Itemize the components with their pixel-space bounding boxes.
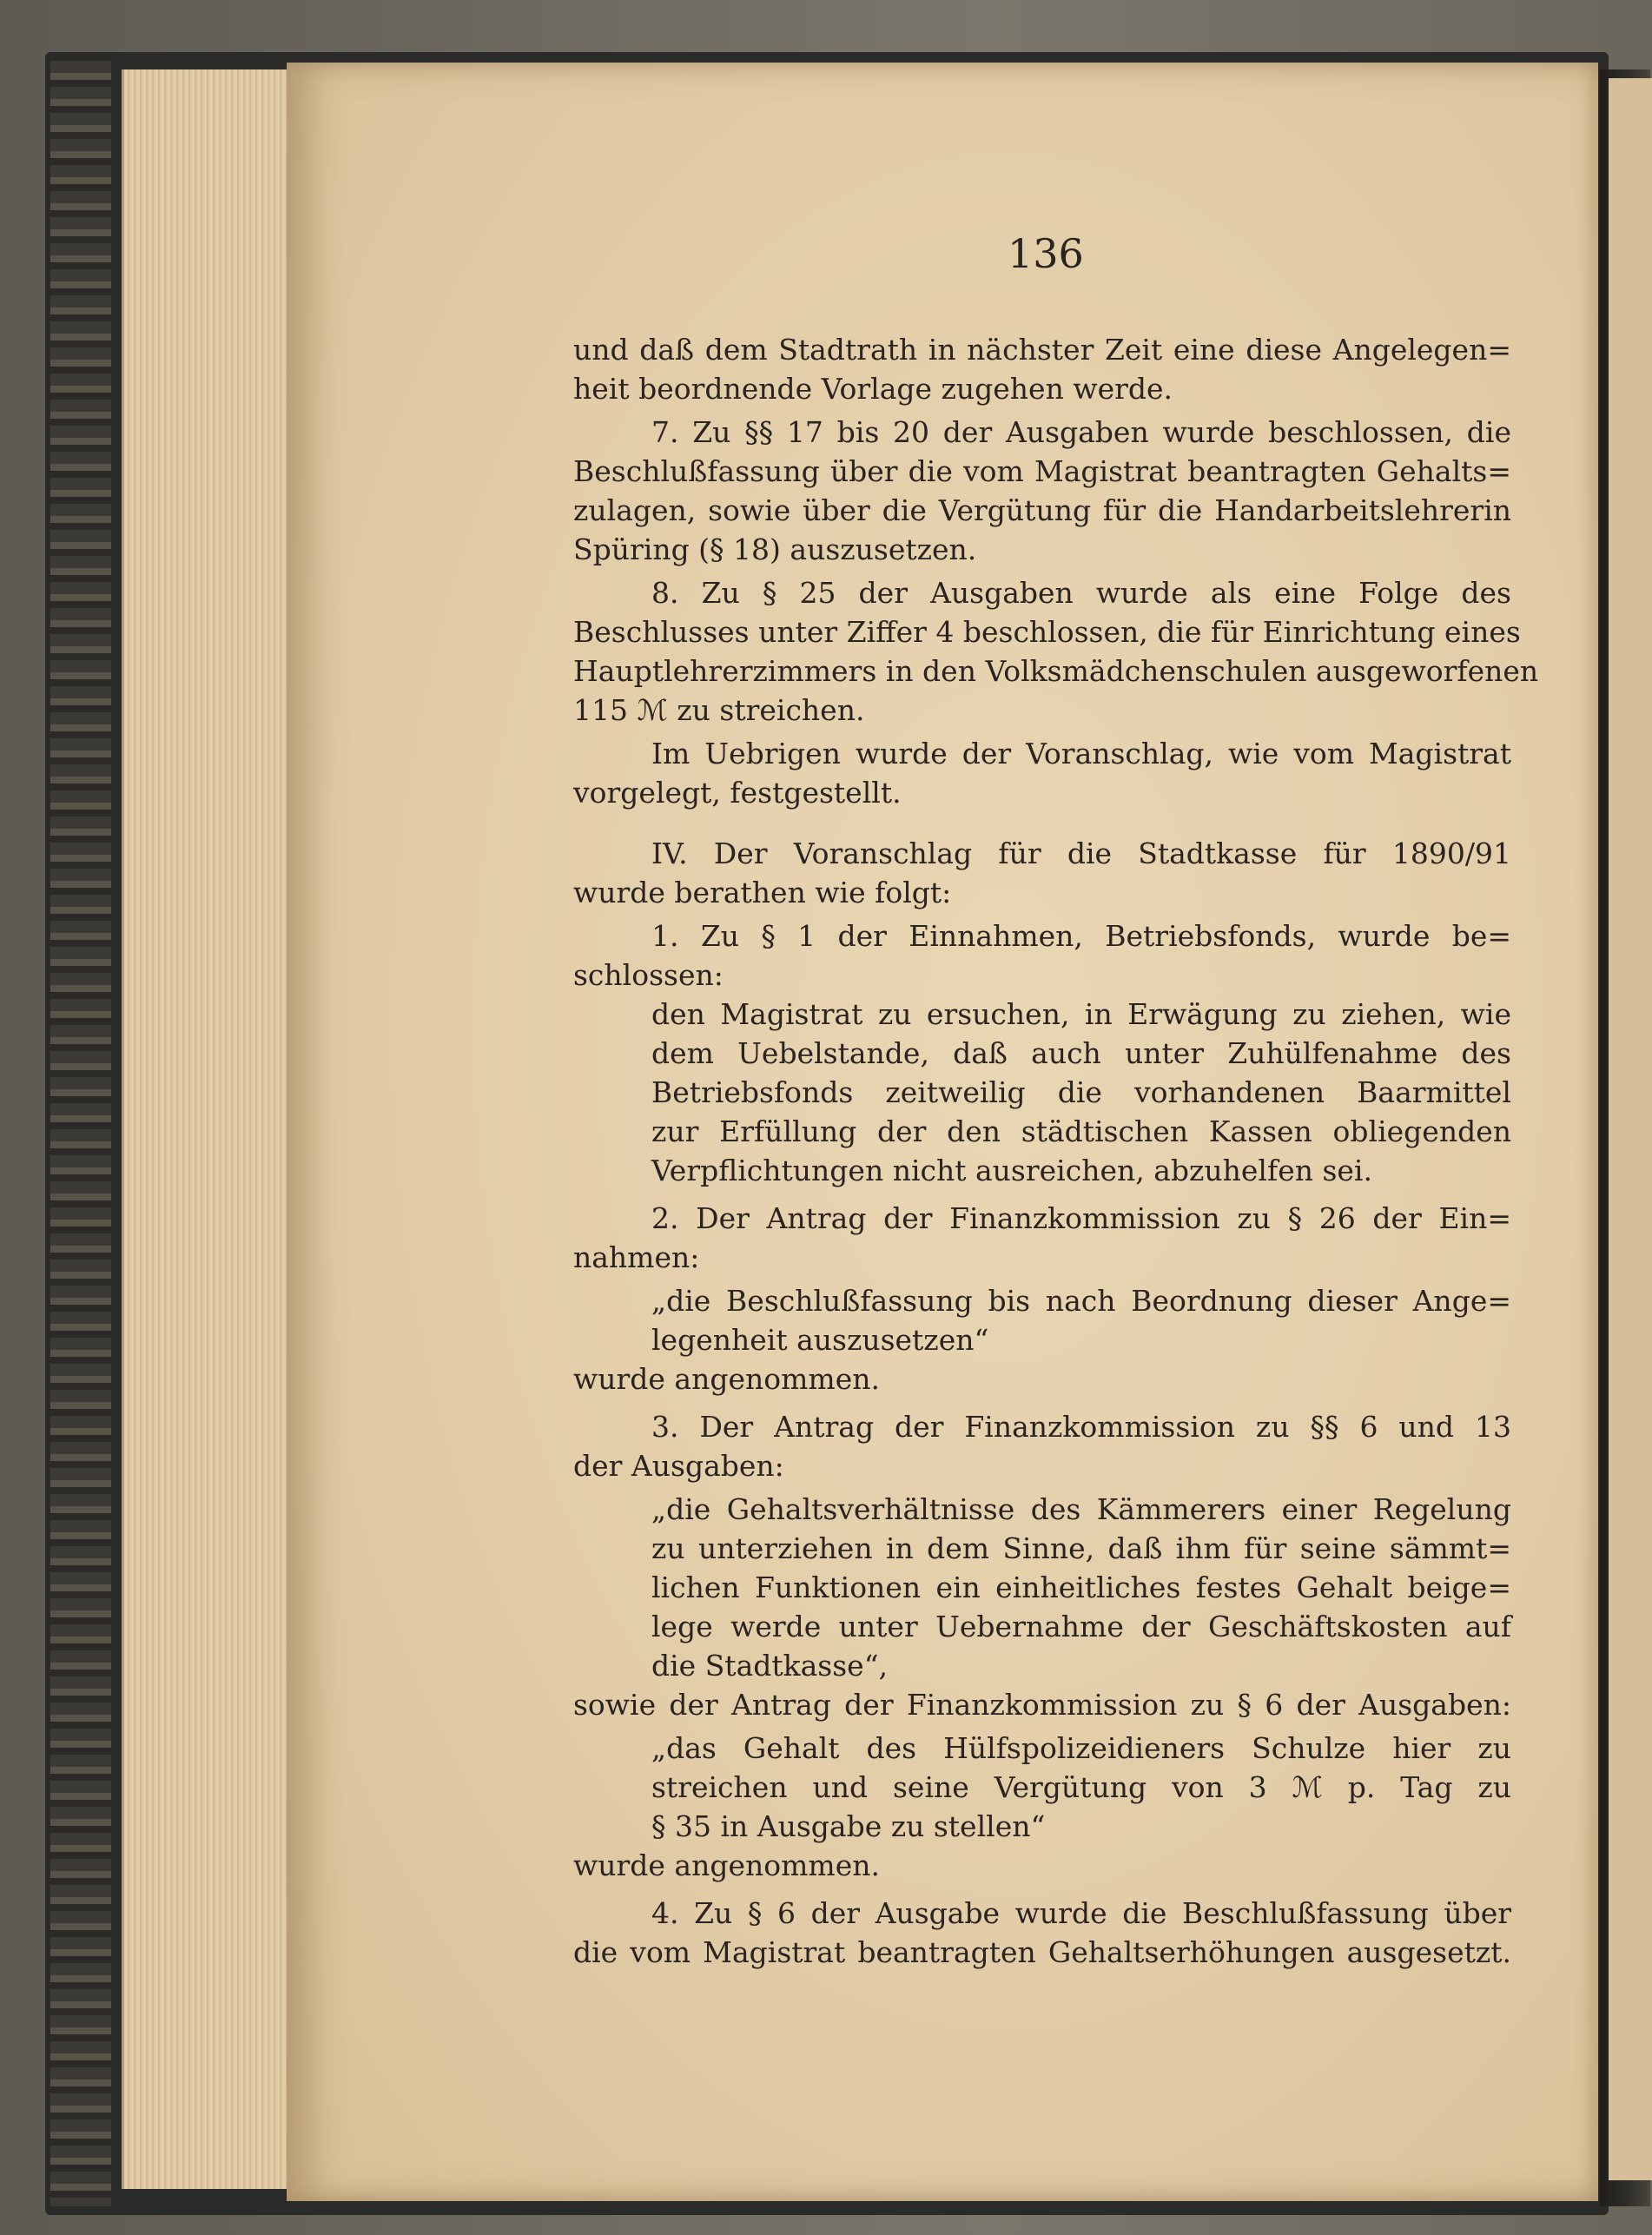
- text-line: schlossen:: [573, 958, 724, 992]
- text-line: wurde angenommen.: [573, 1362, 880, 1396]
- text-line: die vom Magistrat beantragten Gehaltserhöhungen ausgesetzt.: [573, 1935, 1511, 1969]
- text-line: 115 ℳ zu streichen.: [573, 693, 865, 727]
- text-line: lichen Funktionen ein einheitliches festes Gehalt beige=: [651, 1570, 1511, 1604]
- text-line: und daß dem Stadtrath in nächster Zeit eine diese Angelegen=: [573, 333, 1511, 367]
- text-line: legenheit auszusetzen“: [651, 1323, 989, 1357]
- facing-page-edge: [1609, 78, 1652, 2180]
- page-text: [573, 226, 1539, 1980]
- text-line: streichen und seine Vergütung von 3 ℳ p. Tag zu: [651, 1770, 1511, 1804]
- text-line: „die Beschlußfassung bis nach Beordnung dieser Ange=: [651, 1284, 1511, 1318]
- text-line: nahmen:: [573, 1240, 700, 1274]
- text-line: vorgelegt, festgestellt.: [573, 776, 902, 810]
- text-line: wurde angenommen.: [573, 1848, 880, 1882]
- text-line: lege werde unter Uebernahme der Geschäftskosten auf: [651, 1610, 1511, 1643]
- text-line: zu unterziehen in dem Sinne, daß ihm für seine sämmt=: [651, 1531, 1511, 1565]
- text-line: 8. Zu § 25 der Ausgaben wurde als eine Folge des: [651, 576, 1511, 610]
- text-line: sowie der Antrag der Finanzkommission zu § 6 der Ausgaben:: [573, 1688, 1511, 1722]
- text-line: der Ausgaben:: [573, 1449, 784, 1483]
- text-line: zulagen, sowie über die Vergütung für die Handarbeitslehrerin: [573, 493, 1511, 527]
- text-line: Verpflichtungen nicht ausreichen, abzuhelfen sei.: [651, 1154, 1372, 1187]
- text-line: 4. Zu § 6 der Ausgabe wurde die Beschlußfassung über: [651, 1896, 1511, 1930]
- text-line: 2. Der Antrag der Finanzkommission zu § 26 der Ein=: [651, 1201, 1511, 1235]
- text-line: den Magistrat zu ersuchen, in Erwägung zu ziehen, wie: [651, 997, 1511, 1031]
- text-line: Im Uebrigen wurde der Voranschlag, wie vom Magistrat: [651, 737, 1511, 770]
- text-line: 3. Der Antrag der Finanzkommission zu §§ 6 und 13: [651, 1410, 1511, 1444]
- text-line: 7. Zu §§ 17 bis 20 der Ausgaben wurde beschlossen, die: [651, 415, 1511, 449]
- text-line: Hauptlehrerzimmers in den Volksmädchenschulen ausgeworfenen: [573, 654, 1539, 688]
- page-number: 136: [1008, 230, 1084, 277]
- text-line: zur Erfüllung der den städtischen Kassen obliegenden: [651, 1114, 1511, 1148]
- text-line: 1. Zu § 1 der Einnahmen, Betriebsfonds, wurde be=: [651, 919, 1511, 953]
- text-line: IV. Der Voranschlag für die Stadtkasse für 1890/91: [651, 836, 1511, 870]
- text-line: Beschlusses unter Ziffer 4 beschlossen, die für Einrichtung eines: [573, 615, 1521, 649]
- text-line: die Stadtkasse“,: [651, 1649, 889, 1683]
- text-line: wurde berathen wie folgt:: [573, 876, 952, 909]
- text-line: Spüring (§ 18) auszusetzen.: [573, 532, 977, 566]
- text-line: § 35 in Ausgabe zu stellen“: [651, 1809, 1046, 1843]
- text-line: heit beordnende Vorlage zugehen werde.: [573, 372, 1173, 406]
- text-line: dem Uebelstande, daß auch unter Zuhülfenahme des: [651, 1036, 1511, 1070]
- book-spine: [50, 61, 111, 2206]
- text-line: Beschlußfassung über die vom Magistrat beantragten Gehalts=: [573, 454, 1511, 488]
- text-line: Betriebsfonds zeitweilig die vorhandenen Baarmittel: [651, 1075, 1511, 1109]
- text-line: „das Gehalt des Hülfspolizeidieners Schulze hier zu: [651, 1731, 1511, 1765]
- text-line: „die Gehaltsverhältnisse des Kämmerers einer Regelung: [651, 1492, 1511, 1526]
